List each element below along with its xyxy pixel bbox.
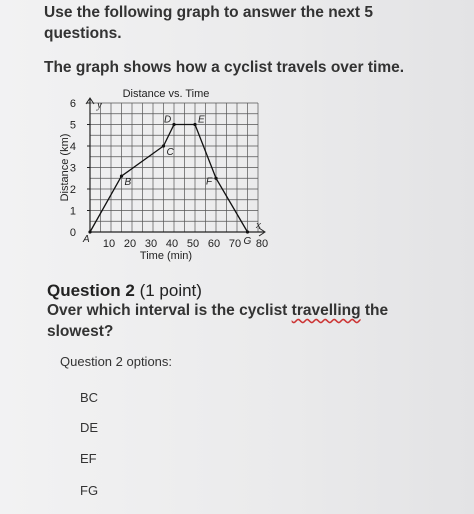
x-axis-letter: x bbox=[256, 219, 261, 231]
data-point-b bbox=[120, 175, 123, 178]
instruction-text: Use the following graph to answer the next 5 questions. bbox=[44, 4, 373, 42]
graph-description: The graph shows how a cyclist travels over time. bbox=[44, 59, 405, 76]
x-tick-label: 70 bbox=[228, 238, 242, 250]
y-tick-label: 6 bbox=[69, 98, 76, 110]
y-tick-label: 3 bbox=[69, 162, 76, 175]
point-label-c: C bbox=[166, 147, 174, 158]
data-point-g bbox=[246, 230, 249, 233]
point-label-b: B bbox=[124, 177, 132, 189]
data-point-c bbox=[162, 144, 165, 147]
x-tick-label: 10 bbox=[102, 238, 116, 250]
point-label-d: D bbox=[164, 114, 172, 126]
x-tick-label: 40 bbox=[165, 238, 179, 250]
y-axis-label: Distance (km) bbox=[59, 133, 71, 202]
y-axis-letter: y bbox=[97, 99, 102, 111]
option-de[interactable]: DE bbox=[80, 420, 99, 435]
option-fg[interactable]: FG bbox=[80, 483, 99, 498]
y-tick-label: 4 bbox=[69, 141, 76, 153]
y-tick-label: 5 bbox=[69, 119, 76, 132]
x-tick-label: 60 bbox=[207, 238, 221, 250]
data-point-d bbox=[172, 123, 175, 126]
options-heading: Question 2 options: bbox=[60, 354, 173, 369]
question-title bbox=[47, 281, 202, 301]
question-number: Question 2 bbox=[47, 281, 135, 300]
chart-title: Distance vs. Time bbox=[122, 88, 210, 100]
x-axis-label: Time (min) bbox=[139, 250, 193, 262]
point-label-f: F bbox=[206, 176, 213, 188]
x-tick-label: 30 bbox=[144, 238, 158, 250]
x-tick-label: 80 bbox=[255, 238, 269, 250]
point-label-g: G bbox=[243, 236, 252, 247]
y-tick-label: 2 bbox=[69, 184, 76, 196]
point-label-e: E bbox=[198, 114, 205, 126]
spellcheck-word: travelling bbox=[291, 302, 361, 319]
data-point-e bbox=[193, 123, 196, 126]
y-tick-label: 1 bbox=[69, 205, 76, 218]
x-tick-label: 20 bbox=[123, 238, 137, 250]
data-point-f bbox=[214, 177, 217, 180]
option-ef[interactable]: EF bbox=[80, 451, 97, 466]
x-tick-label: 50 bbox=[186, 238, 200, 250]
question-points: (1 point) bbox=[134, 281, 202, 300]
y-tick-label: 0 bbox=[69, 227, 76, 239]
question-text: Over which interval is the cyclist travelling the slowest? bbox=[47, 302, 389, 340]
option-bc[interactable]: BC bbox=[80, 390, 99, 405]
point-label-a: A bbox=[83, 234, 90, 245]
